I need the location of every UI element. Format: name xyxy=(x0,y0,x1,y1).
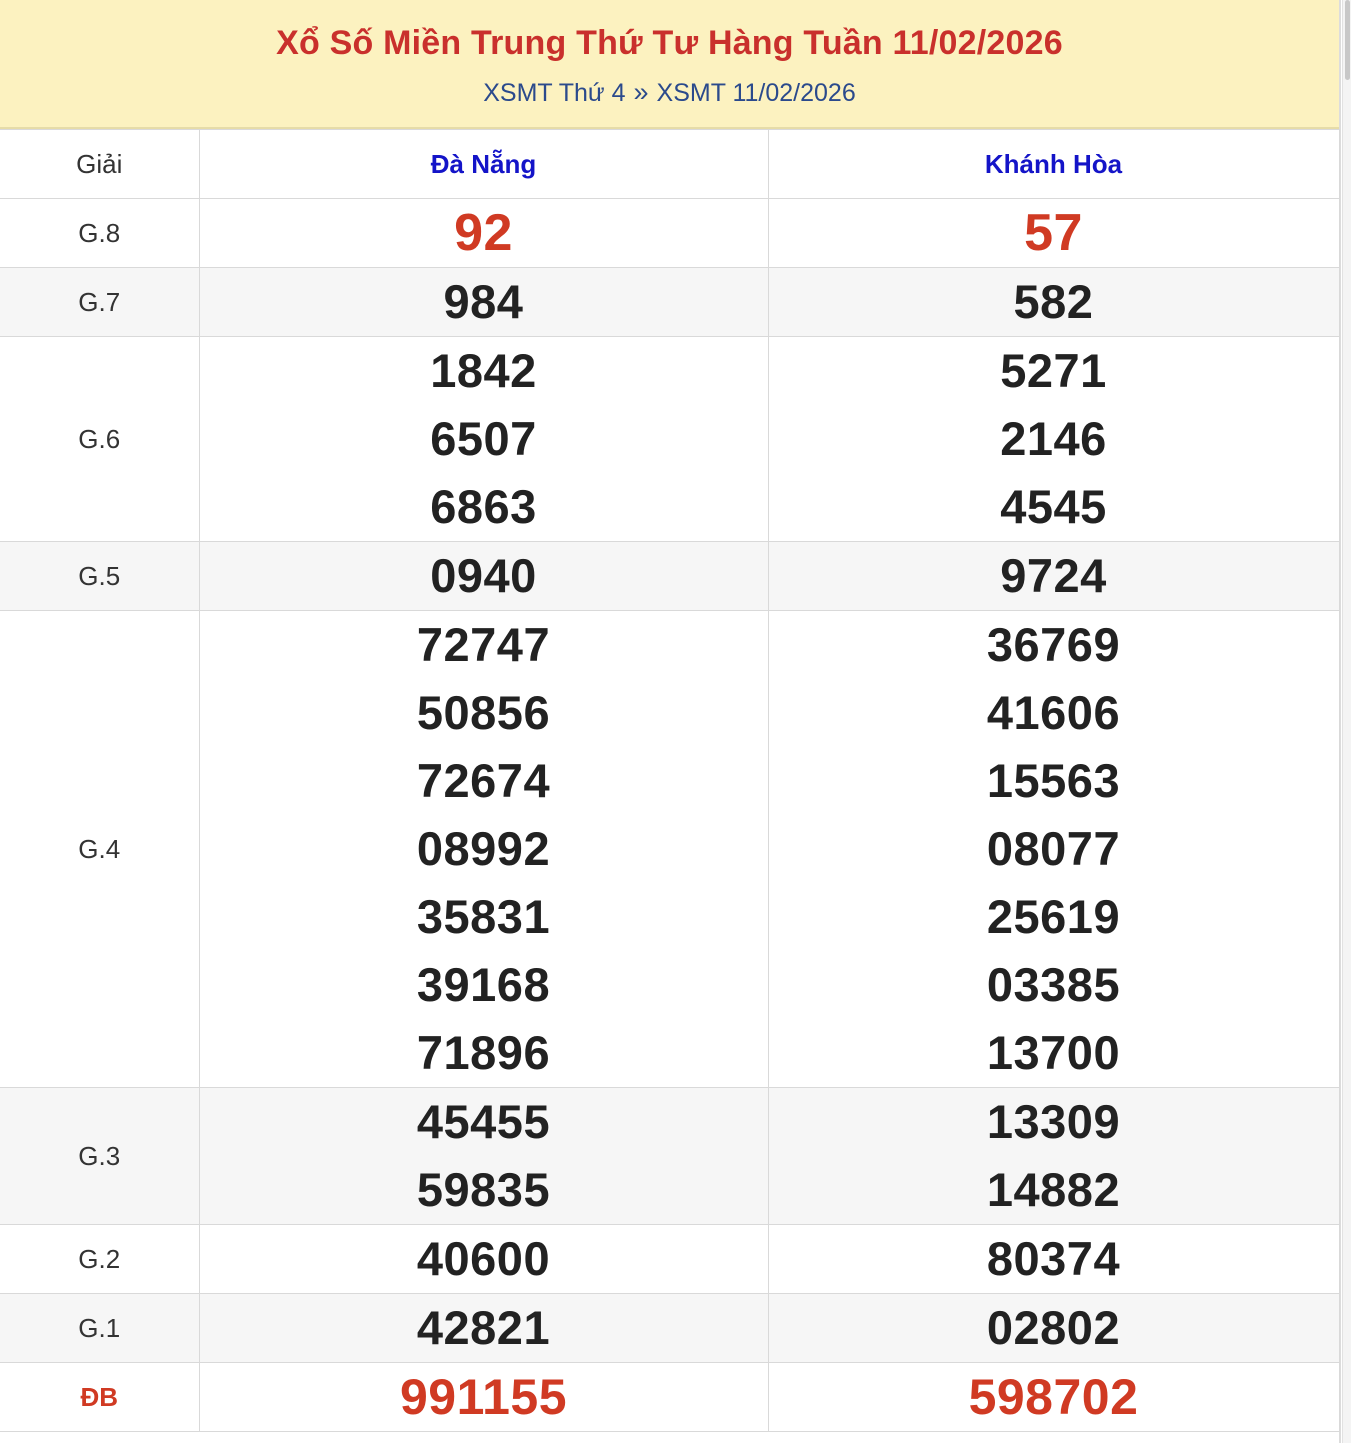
result-number: 02802 xyxy=(986,1301,1121,1354)
result-number: 40600 xyxy=(416,1232,551,1285)
prize-row xyxy=(0,611,1339,1088)
prize-label-cell xyxy=(0,199,199,268)
result-cell-danang xyxy=(199,337,768,542)
result-number: 80374 xyxy=(986,1232,1121,1285)
result-cell-khanhhoa xyxy=(768,199,1339,268)
result-number: 984 xyxy=(443,275,524,328)
result-number: 72674 xyxy=(416,754,551,807)
result-cell-khanhhoa xyxy=(768,268,1339,337)
result-number: 15563 xyxy=(986,754,1121,807)
prize-label: G.5 xyxy=(78,560,121,591)
prize-label: G.7 xyxy=(78,286,121,317)
breadcrumb xyxy=(0,77,1339,108)
result-number: 582 xyxy=(1013,275,1094,328)
prize-row xyxy=(0,1088,1339,1225)
result-cell-khanhhoa xyxy=(768,542,1339,611)
prize-row xyxy=(0,1225,1339,1294)
result-cell-danang xyxy=(199,199,768,268)
result-number: 1842 xyxy=(430,344,537,397)
breadcrumb-separator: » xyxy=(633,77,649,107)
prize-label-cell xyxy=(0,1294,199,1363)
prize-label-cell xyxy=(0,542,199,611)
prize-row xyxy=(0,268,1339,337)
result-number: 72747 xyxy=(416,618,551,671)
result-number: 50856 xyxy=(416,686,551,739)
result-cell-khanhhoa xyxy=(768,1088,1339,1225)
result-number: 4545 xyxy=(1000,480,1107,533)
table-header-row xyxy=(0,130,1339,199)
prize-row xyxy=(0,337,1339,542)
result-cell-danang xyxy=(199,1225,768,1294)
result-cell-danang xyxy=(199,1363,768,1432)
breadcrumb-link-date[interactable]: XSMT 11/02/2026 xyxy=(656,79,856,107)
page-title: Xổ Số Miền Trung Thứ Tư Hàng Tuần 11/02/2026 xyxy=(276,24,1063,62)
result-number: 08992 xyxy=(416,822,551,875)
prize-label-cell xyxy=(0,1225,199,1294)
prize-label: G.4 xyxy=(78,833,121,864)
result-number: 9724 xyxy=(1000,549,1107,602)
prize-label-cell xyxy=(0,1088,199,1225)
column-header-danang xyxy=(199,130,768,199)
prize-row xyxy=(0,542,1339,611)
result-number: 991155 xyxy=(399,1369,568,1425)
result-cell-khanhhoa xyxy=(768,1363,1339,1432)
result-number: 71896 xyxy=(416,1026,551,1079)
province-link-danang[interactable]: Đà Nẵng xyxy=(430,148,537,179)
prize-row xyxy=(0,199,1339,268)
result-number: 14882 xyxy=(986,1163,1121,1216)
prize-column-label: Giải xyxy=(76,148,123,179)
result-number: 39168 xyxy=(416,958,551,1011)
result-cell-khanhhoa xyxy=(768,611,1339,1088)
result-cell-khanhhoa xyxy=(768,337,1339,542)
scrollbar-thumb[interactable] xyxy=(1345,0,1350,80)
result-cell-danang xyxy=(199,542,768,611)
breadcrumb-link-weekday[interactable]: XSMT Thứ 4 xyxy=(483,79,626,107)
prize-label: ĐB xyxy=(80,1381,119,1412)
result-number: 6507 xyxy=(430,412,537,465)
result-number: 598702 xyxy=(968,1369,1139,1425)
column-header-khanhhoa xyxy=(768,130,1339,199)
result-cell-danang xyxy=(199,1088,768,1225)
result-number: 13309 xyxy=(986,1095,1121,1148)
results-header xyxy=(0,0,1339,129)
prize-label: G.8 xyxy=(78,217,121,248)
result-number: 42821 xyxy=(416,1301,551,1354)
result-number: 03385 xyxy=(986,958,1121,1011)
result-number: 35831 xyxy=(416,890,551,943)
result-number: 5271 xyxy=(1000,344,1107,397)
result-number: 2146 xyxy=(1000,412,1107,465)
prize-label-cell xyxy=(0,611,199,1088)
column-header-prize xyxy=(0,130,199,199)
province-link-khanhhoa[interactable]: Khánh Hòa xyxy=(984,148,1123,179)
result-number: 57 xyxy=(1024,204,1083,262)
prize-label: G.3 xyxy=(78,1140,121,1171)
result-cell-danang xyxy=(199,1294,768,1363)
prize-row xyxy=(0,1363,1339,1432)
result-cell-danang xyxy=(199,268,768,337)
result-cell-khanhhoa xyxy=(768,1225,1339,1294)
scrollbar[interactable] xyxy=(1342,0,1351,1443)
result-number: 36769 xyxy=(986,618,1121,671)
result-number: 25619 xyxy=(986,890,1121,943)
prize-row xyxy=(0,1294,1339,1363)
prize-label: G.6 xyxy=(78,423,121,454)
result-number: 92 xyxy=(454,204,513,262)
result-number: 41606 xyxy=(986,686,1121,739)
result-number: 08077 xyxy=(986,822,1121,875)
result-number: 59835 xyxy=(416,1163,551,1216)
result-number: 13700 xyxy=(986,1026,1121,1079)
result-number: 45455 xyxy=(416,1095,551,1148)
result-cell-khanhhoa xyxy=(768,1294,1339,1363)
prize-label: G.1 xyxy=(78,1312,121,1343)
prize-label-cell xyxy=(0,337,199,542)
results-table xyxy=(0,129,1340,1432)
result-number: 0940 xyxy=(430,549,537,602)
prize-label-cell xyxy=(0,268,199,337)
prize-label-cell xyxy=(0,1363,199,1432)
result-cell-danang xyxy=(199,611,768,1088)
result-number: 6863 xyxy=(430,480,537,533)
prize-label: G.2 xyxy=(78,1243,121,1274)
